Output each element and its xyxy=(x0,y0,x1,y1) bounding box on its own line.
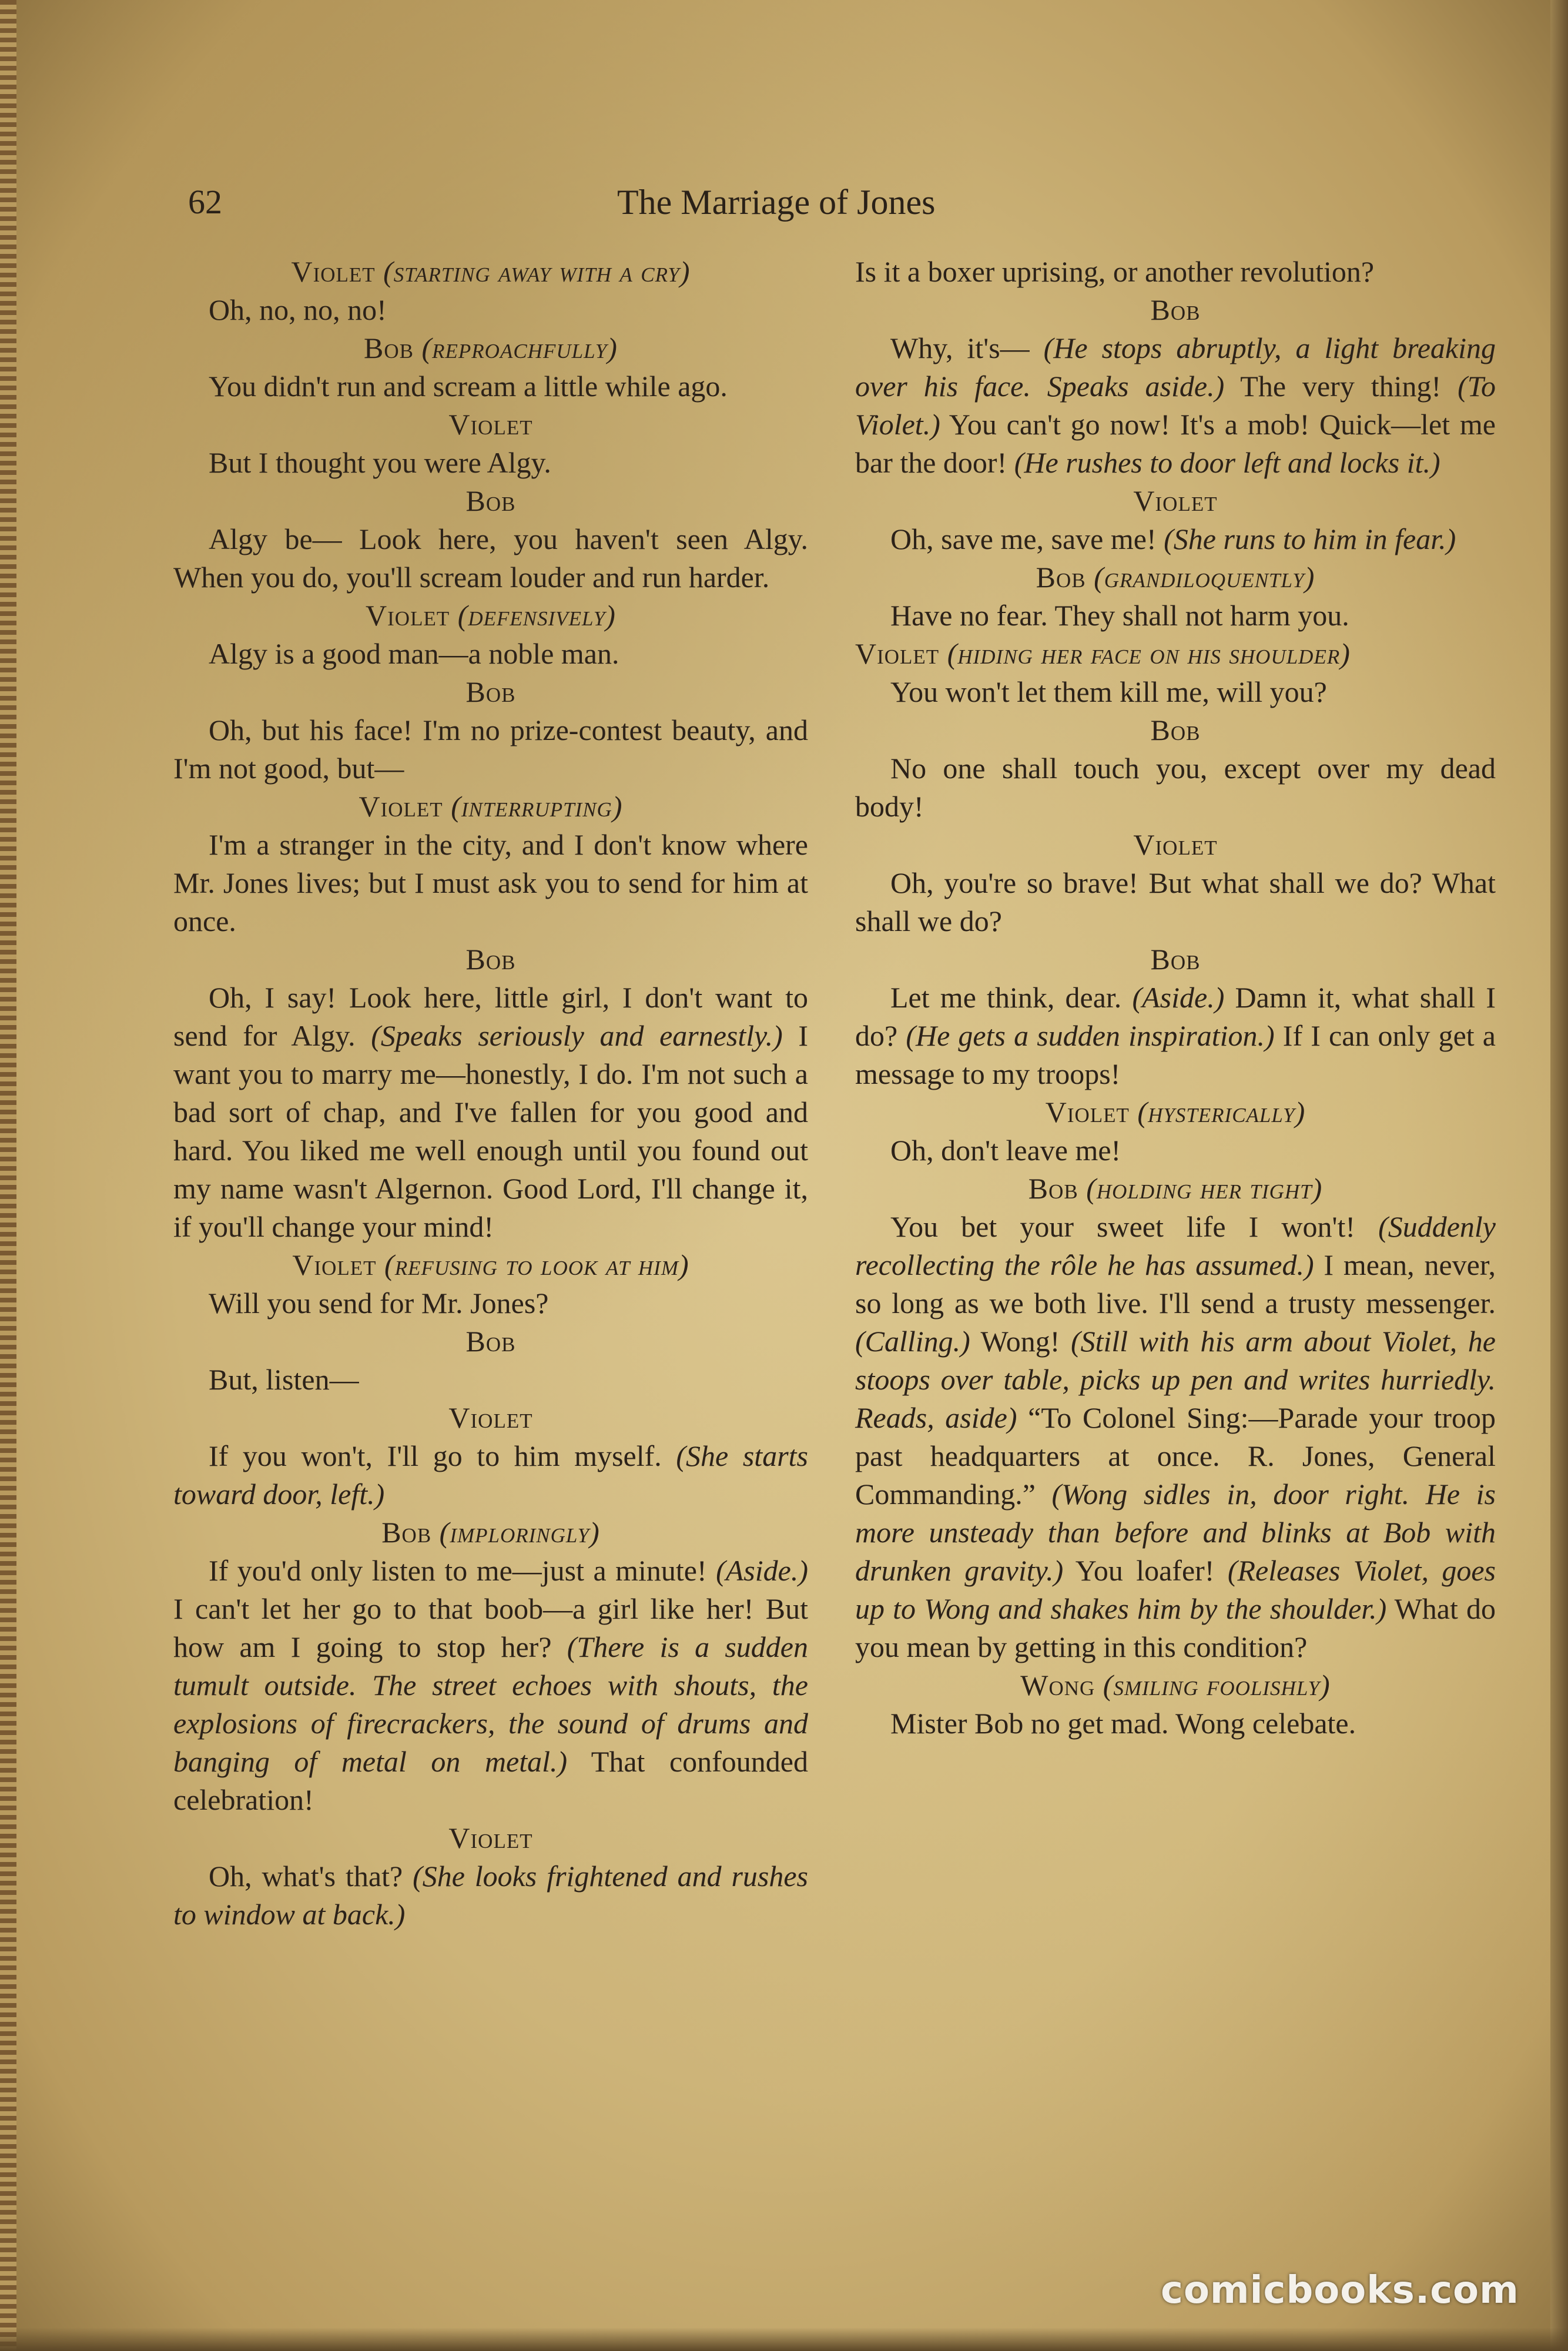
dialogue-paragraph: Will you send for Mr. Jones? xyxy=(209,1287,549,1319)
dialogue-paragraph: Is it a boxer uprising, or another revolution? xyxy=(855,255,1375,288)
speaker-line xyxy=(855,1170,1496,1208)
speaker-line xyxy=(855,482,1496,520)
speaker-name: Violet xyxy=(1045,1096,1130,1128)
dialogue-paragraph: Oh, what's that? (She looks frightened and rushes to window at back.) xyxy=(173,1860,809,1931)
speaker-line xyxy=(173,1246,808,1284)
speaker-line xyxy=(855,826,1496,864)
dialogue-paragraph: Oh, I say! Look here, little girl, I don't want to send for Algy. (Speaks seriously and earnestly.) I want you to marry me—honestly, I do. I'm not such a bad sort of chap, and I've fallen for you good and hard. You liked me well enough until you found out my name wasn't Algernon. Good Lord, I'll change it, if you'll change your mind! xyxy=(173,981,808,1243)
stage-direction: (Aside.) xyxy=(716,1554,808,1587)
speaker-direction: (imploringly) xyxy=(439,1516,600,1549)
speaker-name: Violet xyxy=(359,790,443,823)
page-edge-bottom xyxy=(0,2327,1568,2351)
speaker-name: Violet xyxy=(366,599,450,632)
speaker-name: Violet xyxy=(448,1401,533,1434)
speaker-line xyxy=(855,940,1496,979)
speaker-direction: (hysterically) xyxy=(1137,1096,1306,1128)
speaker-direction: (interrupting) xyxy=(451,790,623,823)
speaker-line xyxy=(173,482,808,520)
dialogue-paragraph: Let me think, dear. (Aside.) Damn it, what shall I do? (He gets a sudden inspiration.) If I can only get a message to my troops! xyxy=(855,981,1496,1090)
speaker-direction: (smiling foolishly) xyxy=(1103,1669,1331,1702)
dialogue-paragraph: Algy be— Look here, you haven't seen Algy. When you do, you'll scream louder and run harder. xyxy=(173,523,808,594)
stage-direction: (Suddenly recollecting the rôle he has assumed.) xyxy=(855,1210,1496,1281)
speaker-direction: (defensively) xyxy=(457,599,616,632)
dialogue-paragraph: Oh, save me, save me! (She runs to him in fear.) xyxy=(890,523,1456,555)
dialogue-paragraph: You won't let them kill me, will you? xyxy=(890,675,1327,708)
speaker-name: Bob xyxy=(1028,1172,1078,1205)
dialogue-paragraph: You didn't run and scream a little while ago. xyxy=(209,370,728,403)
dialogue-paragraph: Have no fear. They shall not harm you. xyxy=(890,599,1349,632)
stage-direction: (He stops abruptly, a light breaking over his face. Speaks aside.) xyxy=(855,331,1496,403)
stage-direction: (To Violet.) xyxy=(855,370,1496,441)
speaker-direction: (reproachfully) xyxy=(421,331,618,364)
speaker-line xyxy=(173,788,808,826)
dialogue-paragraph: Oh, don't leave me! xyxy=(890,1134,1121,1167)
dialogue-paragraph: But I thought you were Algy. xyxy=(209,446,551,479)
dialogue-paragraph: If you'd only listen to me—just a minute! (Aside.) I can't let her go to that boob—a girl like her! But how am I going to stop her? (There is a sudden tumult outside. The street echoes with shouts, the explosions of firecrackers, the sound of drums and banging of metal on metal.) That confounded celebration! xyxy=(173,1554,809,1816)
speaker-line xyxy=(173,253,808,291)
stage-direction: (Aside.) xyxy=(1132,981,1225,1014)
speaker-name: Bob xyxy=(381,1516,432,1549)
left-text-column xyxy=(173,253,808,1934)
speaker-line xyxy=(173,1322,808,1361)
speaker-name: Bob xyxy=(1150,293,1201,326)
page-number: 62 xyxy=(188,183,222,221)
speaker-line xyxy=(855,1093,1496,1131)
speaker-name: Violet xyxy=(1133,484,1218,517)
stage-direction: (Calling.) xyxy=(855,1325,970,1358)
dialogue-paragraph: You bet your sweet life I won't! (Suddenly recollecting the rôle he has assumed.) I mean, never, so long as we both live. I'll send a trusty messenger. (Calling.) Wong! (Still with his arm about Violet, he stoops over table, picks up pen and writes hurriedly. Reads, aside) “To Colonel Sing:—Parade your troop past headquarters at once. R. Jones, General Commanding.” (Wong sidles in, door right. He is more unsteady than before and blinks at Bob with drunken gravity.) You loafer! (Releases Violet, goes up to Wong and shakes him by the shoulder.) What do you mean by getting in this condition? xyxy=(855,1210,1496,1663)
speaker-direction: (holding her tight) xyxy=(1086,1172,1323,1205)
speaker-line xyxy=(855,711,1496,749)
speaker-line xyxy=(173,673,808,711)
speaker-name: Violet xyxy=(855,637,940,670)
dialogue-paragraph: Oh, no, no, no! xyxy=(209,293,387,326)
running-head xyxy=(188,182,1481,229)
dialogue-paragraph: But, listen— xyxy=(209,1363,359,1396)
speaker-line xyxy=(855,291,1496,329)
stage-direction: (Releases Violet, goes up to Wong and shakes him by the shoulder.) xyxy=(855,1554,1496,1625)
speaker-name: Violet xyxy=(448,408,533,441)
stage-direction: (He gets a sudden inspiration.) xyxy=(906,1019,1275,1052)
speaker-line xyxy=(173,329,808,367)
speaker-line xyxy=(855,635,1496,673)
stage-direction: (Wong sidles in, door right. He is more unsteady than before and blinks at Bob with drunken gravity.) xyxy=(855,1478,1496,1587)
speaker-direction: (hiding her face on his shoulder) xyxy=(947,637,1351,670)
stage-direction: (She starts toward door, left.) xyxy=(173,1439,808,1511)
stage-direction: (There is a sudden tumult outside. The street echoes with shouts, the explosions of firecrackers, the sound of drums and banging of metal on metal.) xyxy=(173,1630,809,1778)
page-edge-right xyxy=(1550,0,1568,2351)
speaker-name: Violet xyxy=(292,1248,377,1281)
dialogue-paragraph: Why, it's— (He stops abruptly, a light breaking over his face. Speaks aside.) The very thing! (To Violet.) You can't go now! It's a mob! Quick—let me bar the door! (He rushes to door left and locks it.) xyxy=(855,331,1496,479)
speaker-name: Wong xyxy=(1020,1669,1095,1702)
speaker-line xyxy=(173,597,808,635)
speaker-direction: (refusing to look at him) xyxy=(384,1248,689,1281)
watermark: comicbooks.com xyxy=(1161,2269,1519,2312)
speaker-name: Violet xyxy=(448,1821,533,1854)
stage-direction: (She looks frightened and rushes to window at back.) xyxy=(173,1860,809,1931)
speaker-line xyxy=(173,1819,808,1857)
speaker-name: Violet xyxy=(291,255,376,288)
page-edge-left xyxy=(0,0,16,2351)
speaker-line xyxy=(173,1513,808,1552)
stage-direction: (He rushes to door left and locks it.) xyxy=(1014,446,1440,479)
stage-direction: (Still with his arm about Violet, he stoops over table, picks up pen and writes hurriedly. Reads, aside) xyxy=(855,1325,1496,1434)
dialogue-paragraph: Oh, you're so brave! But what shall we do? What shall we do? xyxy=(855,866,1496,937)
right-text-column xyxy=(855,253,1496,1743)
speaker-line xyxy=(173,1399,808,1437)
speaker-name: Violet xyxy=(1133,828,1218,861)
speaker-direction: (grandiloquently) xyxy=(1094,561,1315,594)
stage-direction: (Speaks seriously and earnestly.) xyxy=(371,1019,783,1052)
speaker-name: Bob xyxy=(465,675,516,708)
dialogue-paragraph: Oh, but his face! I'm no prize-contest beauty, and I'm not good, but— xyxy=(173,714,808,785)
stage-direction: (She runs to him in fear.) xyxy=(1164,523,1456,555)
speaker-name: Bob xyxy=(364,331,414,364)
speaker-line xyxy=(173,406,808,444)
speaker-line xyxy=(855,1666,1496,1704)
speaker-line xyxy=(855,558,1496,597)
book-title: The Marriage of Jones xyxy=(617,183,936,222)
dialogue-paragraph: Mister Bob no get mad. Wong celebate. xyxy=(890,1707,1356,1740)
speaker-line xyxy=(173,940,808,979)
speaker-direction: (starting away with a cry) xyxy=(383,255,691,288)
speaker-name: Bob xyxy=(465,484,516,517)
speaker-name: Bob xyxy=(1150,714,1201,746)
speaker-name: Bob xyxy=(1150,943,1201,976)
dialogue-paragraph: If you won't, I'll go to him myself. (She starts toward door, left.) xyxy=(173,1439,808,1511)
dialogue-paragraph: I'm a stranger in the city, and I don't know where Mr. Jones lives; but I must ask you to send for him at once. xyxy=(173,828,808,937)
dialogue-paragraph: No one shall touch you, except over my dead body! xyxy=(855,752,1496,823)
speaker-name: Bob xyxy=(465,943,516,976)
dialogue-paragraph: Algy is a good man—a noble man. xyxy=(209,637,619,670)
speaker-name: Bob xyxy=(1036,561,1086,594)
speaker-name: Bob xyxy=(465,1325,516,1358)
